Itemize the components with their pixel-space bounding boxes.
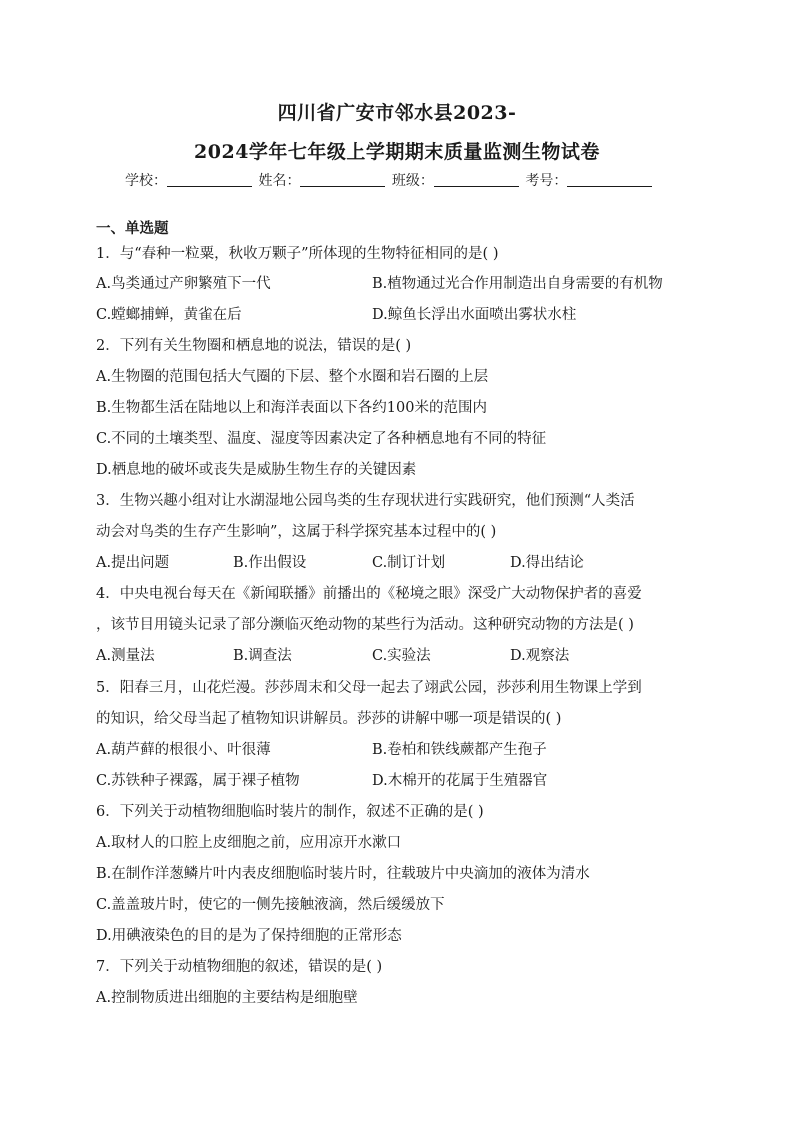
question-5-option-b: B.卷柏和铁线蕨都产生孢子 xyxy=(372,742,547,758)
school-label: 学校： xyxy=(125,173,167,189)
question-4-option-a: A.测量法 xyxy=(96,648,155,664)
question-4-option-d: D.观察法 xyxy=(510,648,570,664)
question-2-option-b: B.生物都生活在陆地以上和海洋表面以下各约100米的范围内 xyxy=(96,400,487,416)
question-6-option-b: B.在制作洋葱鳞片叶内表皮细胞临时装片时，往载玻片中央滴加的液体为清水 xyxy=(96,866,590,882)
question-6-stem: 6．下列关于动植物细胞临时装片的制作，叙述不正确的是( ) xyxy=(96,804,484,820)
question-4-stem-line-1: 4．中央电视台每天在《新闻联播》前播出的《秘境之眼》深受广大动物保护者的喜爱 xyxy=(96,586,642,602)
question-5-option-a: A.葫芦藓的根很小、叶很薄 xyxy=(96,742,271,758)
question-5-option-d: D.木棉开的花属于生殖器官 xyxy=(372,773,548,789)
student-info-row xyxy=(125,170,654,190)
question-1-option-b: B.植物通过光合作用制造出自身需要的有机物 xyxy=(372,276,663,292)
question-4-option-c: C.实验法 xyxy=(372,648,431,664)
question-3-stem-line-1: 3．生物兴趣小组对让水湖湿地公园鸟类的生存现状进行实践研究，他们预测“人类活 xyxy=(96,493,635,509)
name-label: 姓名： xyxy=(258,173,301,189)
question-2-option-d: D.栖息地的破坏或丧失是威胁生物生存的关键因素 xyxy=(96,462,417,478)
question-5-stem-line-1: 5．阳春三月，山花烂漫。莎莎周末和父母一起去了翊武公园，莎莎利用生物课上学到 xyxy=(96,680,642,696)
question-6-option-d: D.用碘液染色的目的是为了保持细胞的正常形态 xyxy=(96,928,402,944)
name-blank[interactable] xyxy=(300,172,385,187)
question-3-option-a: A.提出问题 xyxy=(96,555,170,571)
question-6-option-a: A.取材人的口腔上皮细胞之前，应用凉开水漱口 xyxy=(96,835,402,851)
question-1-stem: 1．与“春种一粒粟，秋收万颗子”所体现的生物特征相同的是( ) xyxy=(96,246,499,262)
question-2-stem: 2．下列有关生物圈和栖息地的说法，错误的是( ) xyxy=(96,338,412,354)
exam-title-line-2: 2024学年七年级上学期期末质量监测生物试卷 xyxy=(194,141,600,163)
exam-title-line-1: 四川省广安市邻水县2023- xyxy=(277,102,517,124)
class-blank[interactable] xyxy=(434,172,519,187)
question-7-stem: 7．下列关于动植物细胞的叙述，错误的是( ) xyxy=(96,959,383,975)
question-4-option-b: B.调查法 xyxy=(233,648,292,664)
question-1-option-a: A.鸟类通过产卵繁殖下一代 xyxy=(96,276,271,292)
question-6-option-c: C.盖盖玻片时，使它的一侧先接触液滴，然后缓缓放下 xyxy=(96,897,445,913)
question-4-stem-line-2: ，该节目用镜头记录了部分濒临灭绝动物的某些行为活动。这种研究动物的方法是( ) xyxy=(96,617,634,633)
exam-number-blank[interactable] xyxy=(567,172,652,187)
question-1-option-d: D.鲸鱼长浮出水面喷出雾状水柱 xyxy=(372,307,577,323)
question-5-stem-line-2: 的知识，给父母当起了植物知识讲解员。莎莎的讲解中哪一项是错误的( ) xyxy=(96,711,562,727)
question-3-option-d: D.得出结论 xyxy=(510,555,584,571)
question-2-option-c: C.不同的土壤类型、温度、湿度等因素决定了各种栖息地有不同的特征 xyxy=(96,431,547,447)
question-3-stem-line-2: 动会对鸟类的生存产生影响”，这属于科学探究基本过程中的( ) xyxy=(96,524,497,540)
school-blank[interactable] xyxy=(167,172,252,187)
exam-number-label: 考号： xyxy=(525,173,568,189)
question-1-option-c: C.螳螂捕蝉，黄雀在后 xyxy=(96,307,242,323)
question-3-option-c: C.制订计划 xyxy=(372,555,446,571)
question-2-option-a: A.生物圈的范围包括大气圈的下层、整个水圈和岩石圈的上层 xyxy=(96,369,489,385)
question-5-option-c: C.苏铁种子裸露，属于裸子植物 xyxy=(96,773,300,789)
section-heading: 一、单选题 xyxy=(96,220,169,237)
question-3-option-b: B.作出假设 xyxy=(233,555,307,571)
question-7-option-a: A.控制物质进出细胞的主要结构是细胞壁 xyxy=(96,990,358,1006)
class-label: 班级： xyxy=(391,173,434,189)
